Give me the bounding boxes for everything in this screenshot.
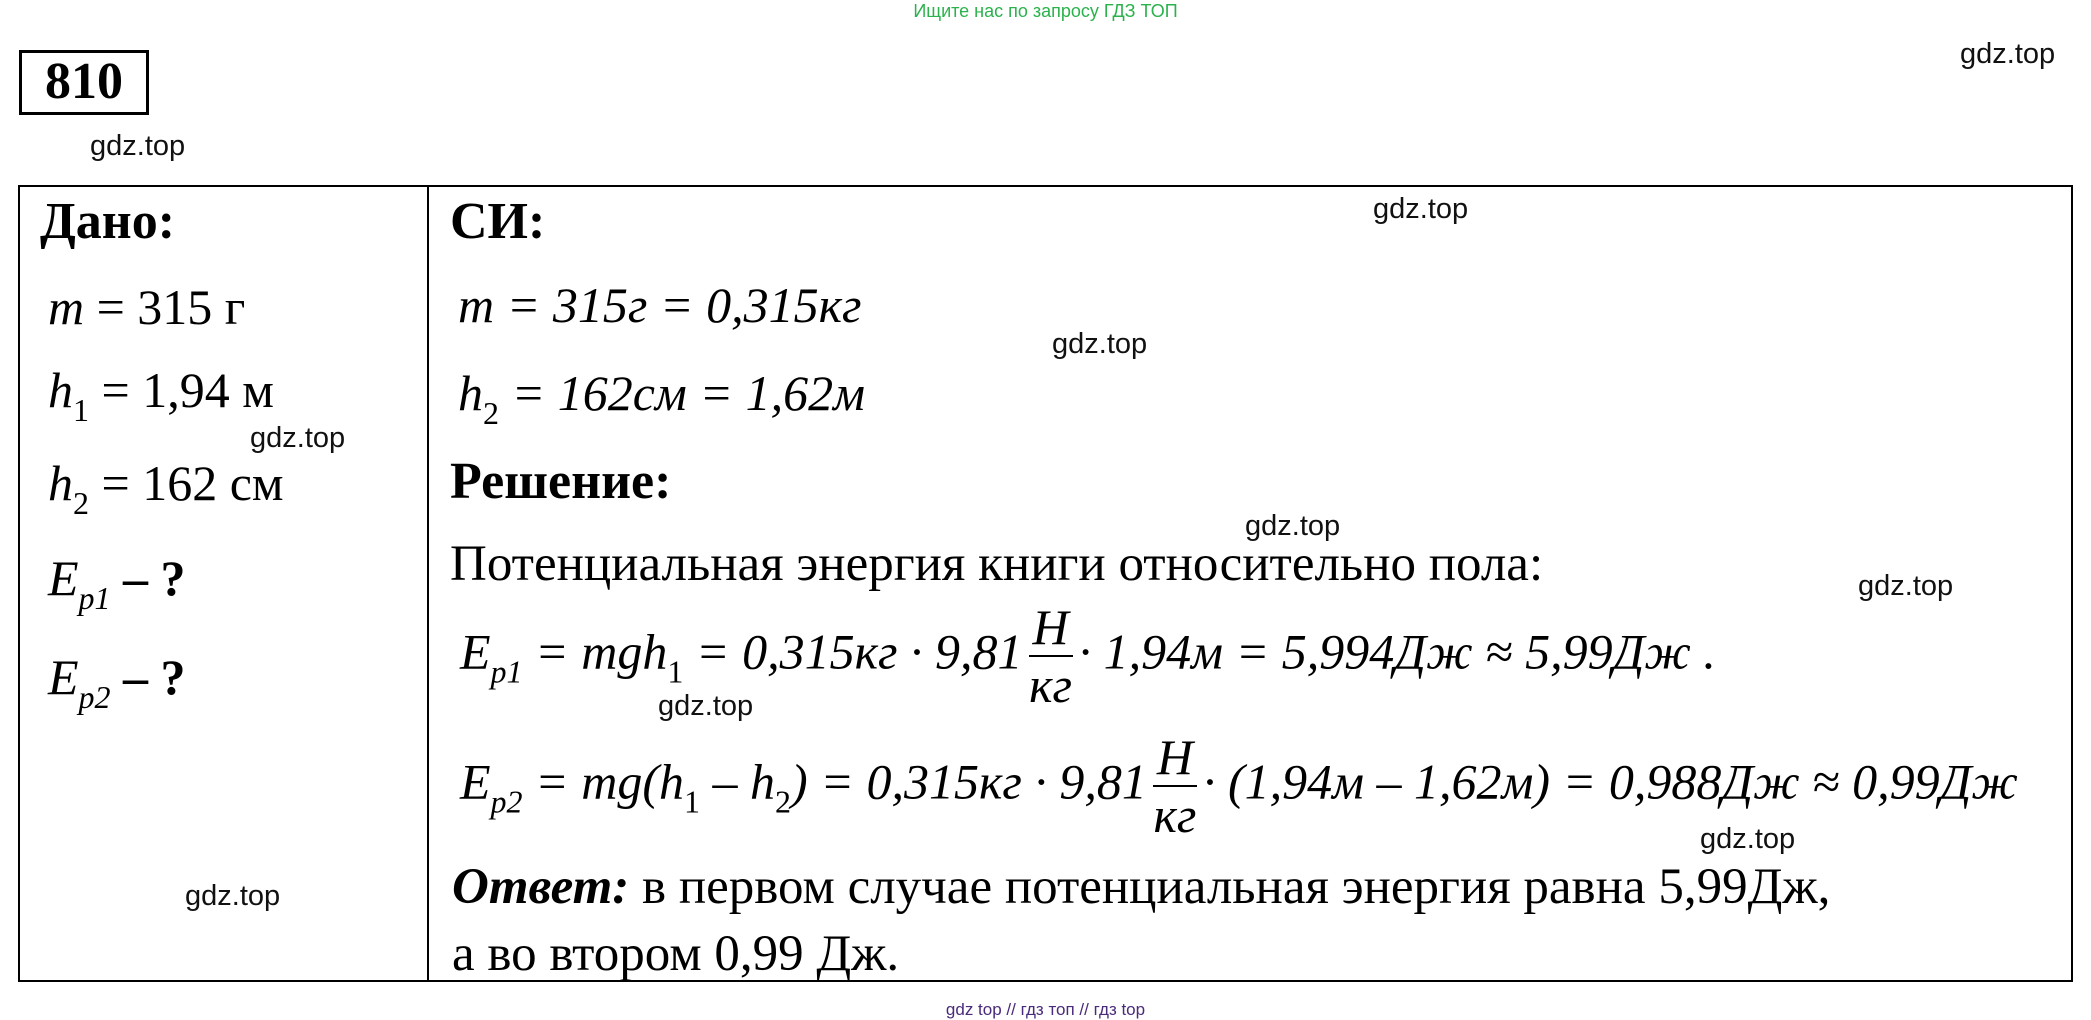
watermark: gdz.top	[1373, 193, 1469, 225]
watermark: gdz.top	[1245, 510, 1341, 542]
watermark: gdz.top	[90, 130, 186, 162]
given-height-1: $h_1 = 1,94$ м	[48, 362, 274, 428]
given-heading: Дано:	[40, 193, 176, 250]
answer-line-1: Ответ: в первом случае потенциальная энергия равна 5,99Дж,	[452, 859, 1831, 915]
task-number: 810	[19, 50, 149, 115]
top-banner[interactable]: Ищите нас по запросу ГДЗ ТОП	[913, 1, 1178, 21]
answer-line-2: а во втором 0,99 Дж.	[452, 926, 900, 982]
given-mass: m = 315 г	[48, 279, 246, 335]
si-mass-conversion: m = 315г = 0,315кг	[458, 277, 862, 333]
given-height-2: $h_2 = 162$ см	[48, 455, 284, 521]
equation-ep2: $E_{p2} = mg(h_1 - h_2) = 0,315кг \cdot 9,81$ $\frac{Н}{кг}$ · (1,94м – 1,62м) = 0,988Дж ≈ 0,99Дж	[460, 729, 2018, 843]
watermark: gdz.top	[250, 422, 346, 454]
unknown-ep1: $E_{p1}$ – ?	[48, 550, 186, 616]
equation-ep1: $E_{p1} = mgh_1 = 0,315кг \cdot 9,81$ $\frac{Н}{кг}$ · 1,94м = 5,994Дж ≈ 5,99Дж .	[460, 599, 1716, 713]
unknown-ep2: $E_{p2}$ – ?	[48, 649, 186, 715]
watermark: gdz.top	[1960, 38, 2056, 70]
watermark: gdz.top	[1052, 328, 1148, 360]
si-heading: СИ:	[450, 193, 546, 250]
fraction-newton-per-kg: $\frac{Н}{кг}$	[1029, 599, 1073, 713]
fraction-newton-per-kg: $\frac{Н}{кг}$	[1153, 729, 1197, 843]
watermark: gdz.top	[1700, 823, 1796, 855]
column-divider	[427, 185, 429, 982]
watermark: gdz.top	[185, 880, 281, 912]
watermark: gdz.top	[658, 690, 754, 722]
si-height-conversion: $h_2 = 162см = 1,62м$	[458, 365, 865, 431]
footer-links[interactable]: gdz top // гдз топ // гдз top	[945, 1000, 1146, 1019]
watermark: gdz.top	[1858, 570, 1954, 602]
solution-heading: Решение:	[450, 453, 672, 510]
solution-intro: Потенциальная энергия книги относительно пола:	[450, 536, 1544, 592]
